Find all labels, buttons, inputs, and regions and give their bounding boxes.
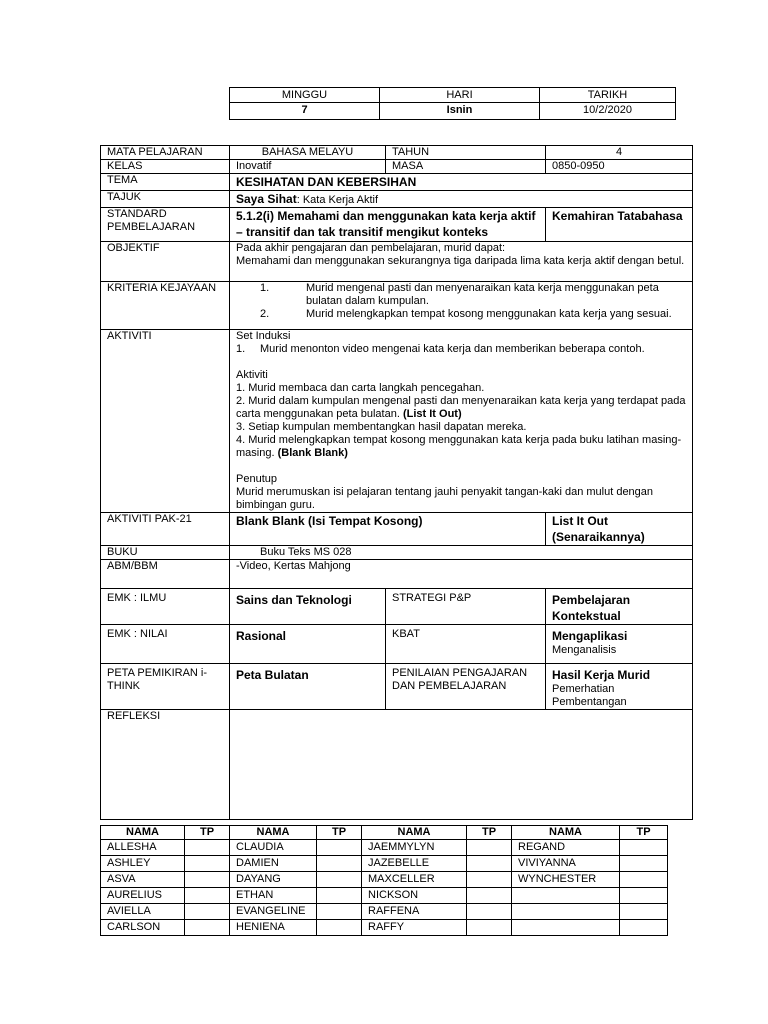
criteria-num: 1. bbox=[260, 282, 270, 294]
student-name-cell: ETHAN bbox=[230, 888, 317, 904]
student-name-cell: DAMIEN bbox=[230, 856, 317, 872]
kbat-value-2: Menganalisis bbox=[552, 644, 617, 656]
criteria-text: Murid melengkapkan tempat kosong menggunakan kata kerja yang sesuai. bbox=[306, 308, 672, 320]
name-header: NAMA bbox=[101, 826, 185, 840]
student-tp-cell bbox=[620, 872, 668, 888]
activity-step-4 bbox=[236, 434, 686, 460]
student-name-cell: JAEMMYLYN bbox=[362, 840, 467, 856]
student-tp-cell bbox=[317, 856, 362, 872]
student-name-cell: VIVIYANNA bbox=[512, 856, 620, 872]
evaluation-label: PENILAIAN PENGAJARAN DAN PEMBELAJARAN bbox=[386, 664, 546, 710]
student-tp-cell bbox=[317, 904, 362, 920]
activity-step-2-text: 2. Murid dalam kumpulan mengenal pasti dan menyenaraikan kata kerja yang terdapat pada carta menggunakan peta bulatan. bbox=[236, 395, 686, 420]
reflection-value bbox=[230, 710, 693, 820]
pak21-value-2: List It Out (Senaraikannya) bbox=[546, 513, 693, 546]
standard-value: 5.1.2(i) Memahami dan menggunakan kata kerja aktif – transitif dan tak transitif mengikut konteks bbox=[230, 208, 546, 242]
date-header: TARIKH bbox=[540, 88, 676, 103]
evaluation-value-3: Pembentangan bbox=[552, 696, 627, 708]
student-name-cell bbox=[512, 920, 620, 936]
year-value: 4 bbox=[546, 146, 693, 160]
objective-line1: Pada akhir pengajaran dan pembelajaran, murid dapat: bbox=[236, 242, 506, 254]
objective-line2: Memahami dan menggunakan sekurangnya tiga daripada lima kata kerja aktif dengan betul. bbox=[236, 255, 685, 267]
objective-label: OBJEKTIF bbox=[101, 242, 230, 282]
topic-label: TAJUK bbox=[101, 191, 230, 208]
student-name-cell bbox=[512, 888, 620, 904]
student-tp-cell bbox=[467, 840, 512, 856]
year-label: TAHUN bbox=[386, 146, 546, 160]
activity-value bbox=[230, 330, 693, 513]
emk-ilmu-label: EMK : ILMU bbox=[101, 589, 230, 625]
student-tp-cell bbox=[185, 920, 230, 936]
student-name-cell: DAYANG bbox=[230, 872, 317, 888]
subject-value: BAHASA MELAYU bbox=[230, 146, 386, 160]
set-induction-head: Set Induksi bbox=[236, 330, 291, 342]
student-tp-cell bbox=[185, 888, 230, 904]
criteria-item bbox=[236, 308, 686, 321]
time-label: MASA bbox=[386, 160, 546, 174]
lesson-plan-table bbox=[100, 145, 693, 820]
student-name-cell: ASVA bbox=[101, 872, 185, 888]
table-row bbox=[101, 840, 668, 856]
student-name-cell: RAFFY bbox=[362, 920, 467, 936]
name-header: NAMA bbox=[512, 826, 620, 840]
student-name-cell: CLAUDIA bbox=[230, 840, 317, 856]
student-name-cell: RAFFENA bbox=[362, 904, 467, 920]
kbat-value bbox=[546, 625, 693, 664]
time-value: 0850-0950 bbox=[546, 160, 693, 174]
student-tp-cell bbox=[467, 856, 512, 872]
student-tp-cell bbox=[185, 856, 230, 872]
ithink-label: PETA PEMIKIRAN i-THINK bbox=[101, 664, 230, 710]
student-header-row bbox=[101, 826, 668, 840]
name-header: NAMA bbox=[362, 826, 467, 840]
day-header: HARI bbox=[380, 88, 540, 103]
activity-step-2 bbox=[236, 395, 686, 421]
student-name-cell: ALLESHA bbox=[101, 840, 185, 856]
table-row bbox=[101, 856, 668, 872]
student-tp-cell bbox=[467, 904, 512, 920]
class-label: KELAS bbox=[101, 160, 230, 174]
activity-step-1: 1. Murid membaca dan carta langkah pencegahan. bbox=[236, 382, 485, 394]
closure-head: Penutup bbox=[236, 473, 277, 485]
closure-text: Murid merumuskan isi pelajaran tentang jauhi penyakit tangan-kaki dan mulut dengan bimbingan guru. bbox=[236, 486, 654, 511]
criteria-label: KRITERIA KEJAYAAN bbox=[101, 282, 230, 330]
student-tp-cell bbox=[620, 856, 668, 872]
week-header: MINGGU bbox=[230, 88, 380, 103]
strategy-label: STRATEGI P&P bbox=[386, 589, 546, 625]
tp-header: TP bbox=[467, 826, 512, 840]
induction-num: 1. bbox=[236, 343, 246, 355]
ithink-value: Peta Bulatan bbox=[230, 664, 386, 710]
standard-label: STANDARD PEMBELAJARAN bbox=[101, 208, 230, 242]
day-value: Isnin bbox=[380, 103, 540, 120]
student-tp-cell bbox=[620, 888, 668, 904]
table-row bbox=[101, 888, 668, 904]
evaluation-value-2: Pemerhatian bbox=[552, 683, 615, 695]
table-row bbox=[101, 904, 668, 920]
table-row bbox=[101, 920, 668, 936]
kbat-label: KBAT bbox=[386, 625, 546, 664]
student-name-cell: AVIELLA bbox=[101, 904, 185, 920]
student-tp-cell bbox=[185, 872, 230, 888]
reflection-label: REFLEKSI bbox=[101, 710, 230, 820]
abm-label: ABM/BBM bbox=[101, 560, 230, 589]
criteria-item bbox=[236, 282, 686, 308]
activity-step-4-tag: (Blank Blank) bbox=[277, 447, 348, 459]
student-name-cell: EVANGELINE bbox=[230, 904, 317, 920]
student-name-cell: HENIENA bbox=[230, 920, 317, 936]
student-tp-cell bbox=[620, 904, 668, 920]
abm-value: -Video, Kertas Mahjong bbox=[230, 560, 693, 589]
activity-step-2-tag: (List It Out) bbox=[402, 408, 462, 420]
book-value: Buku Teks MS 028 bbox=[230, 546, 693, 560]
student-name-cell: MAXCELLER bbox=[362, 872, 467, 888]
class-value: Inovatif bbox=[230, 160, 386, 174]
student-tp-cell bbox=[317, 840, 362, 856]
activity-head: Aktiviti bbox=[236, 369, 268, 381]
student-tp-cell bbox=[467, 888, 512, 904]
student-name-cell: WYNCHESTER bbox=[512, 872, 620, 888]
evaluation-value-1: Hasil Kerja Murid bbox=[552, 668, 651, 682]
skill-value: Kemahiran Tatabahasa bbox=[546, 208, 693, 242]
pak21-value-1: Blank Blank (Isi Tempat Kosong) bbox=[230, 513, 546, 546]
student-name-cell: NICKSON bbox=[362, 888, 467, 904]
theme-label: TEMA bbox=[101, 174, 230, 191]
student-rows bbox=[101, 840, 668, 936]
student-tp-cell bbox=[185, 840, 230, 856]
student-name-cell: AURELIUS bbox=[101, 888, 185, 904]
student-name-cell bbox=[512, 904, 620, 920]
date-value: 10/2/2020 bbox=[540, 103, 676, 120]
student-tp-cell bbox=[185, 904, 230, 920]
topic-rest: : Kata Kerja Aktif bbox=[296, 194, 379, 206]
student-tp-cell bbox=[620, 920, 668, 936]
tp-header: TP bbox=[317, 826, 362, 840]
subject-label: MATA PELAJARAN bbox=[101, 146, 230, 160]
student-name-cell: REGAND bbox=[512, 840, 620, 856]
name-header: NAMA bbox=[230, 826, 317, 840]
objective-value bbox=[230, 242, 693, 282]
criteria-text: Murid mengenal pasti dan menyenaraikan kata kerja menggunakan peta bulatan dalam kumpulan. bbox=[306, 282, 659, 307]
topic-bold: Saya Sihat bbox=[236, 192, 297, 206]
tp-header: TP bbox=[185, 826, 230, 840]
emk-nilai-value: Rasional bbox=[230, 625, 386, 664]
evaluation-value bbox=[546, 664, 693, 710]
student-tp-cell bbox=[467, 920, 512, 936]
induction-item bbox=[236, 343, 686, 356]
table-row bbox=[101, 872, 668, 888]
criteria-num: 2. bbox=[260, 308, 270, 320]
student-tp-cell bbox=[317, 920, 362, 936]
kbat-value-1: Mengaplikasi bbox=[552, 629, 628, 643]
student-name-cell: CARLSON bbox=[101, 920, 185, 936]
activity-label: AKTIVITI bbox=[101, 330, 230, 513]
student-name-cell: JAZEBELLE bbox=[362, 856, 467, 872]
student-tp-cell bbox=[620, 840, 668, 856]
emk-ilmu-value: Sains dan Teknologi bbox=[230, 589, 386, 625]
week-info-table bbox=[229, 87, 676, 120]
strategy-value: Pembelajaran Kontekstual bbox=[546, 589, 693, 625]
student-tp-cell bbox=[317, 888, 362, 904]
criteria-value bbox=[230, 282, 693, 330]
induction-text: Murid menonton video mengenai kata kerja dan memberikan beberapa contoh. bbox=[260, 343, 645, 355]
student-name-cell: ASHLEY bbox=[101, 856, 185, 872]
book-label: BUKU bbox=[101, 546, 230, 560]
activity-step-4-text: 4. Murid melengkapkan tempat kosong menggunakan kata kerja pada buku latihan masing-masing. bbox=[236, 434, 682, 459]
student-tp-cell bbox=[467, 872, 512, 888]
student-tp-cell bbox=[317, 872, 362, 888]
week-value: 7 bbox=[230, 103, 380, 120]
emk-nilai-label: EMK : NILAI bbox=[101, 625, 230, 664]
pak21-label: AKTIVITI PAK-21 bbox=[101, 513, 230, 546]
activity-step-3: 3. Setiap kumpulan membentangkan hasil dapatan mereka. bbox=[236, 421, 527, 433]
topic-value bbox=[230, 191, 693, 208]
student-table bbox=[100, 825, 668, 936]
theme-value: KESIHATAN DAN KEBERSIHAN bbox=[230, 174, 693, 191]
tp-header: TP bbox=[620, 826, 668, 840]
